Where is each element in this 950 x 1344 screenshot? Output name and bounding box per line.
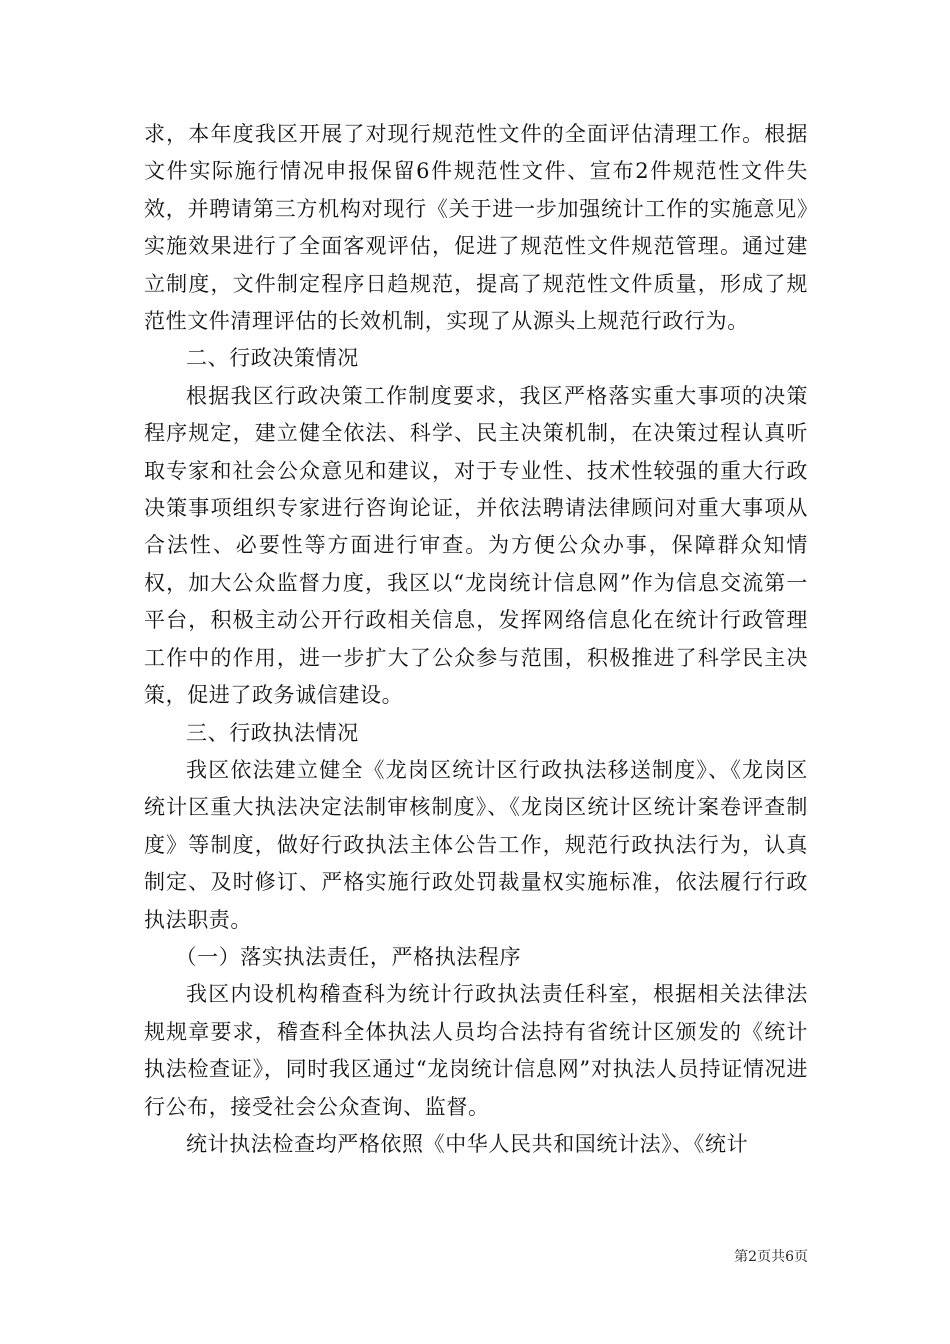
subsection-heading: （一）落实执法责任，严格执法程序 — [175, 944, 522, 969]
body-paragraph: 求，本年度我区开展了对现行规范性文件的全面评估清理工作。根据文件实际施行情况申报保留6件规范性文件、宣布2件规范性文件失效，并聘请第三方机构对现行《关于进一步加强统计工作的实施意见》实施效果进行了全面客观评估，促进了规范性文件规范管理。通过建立制度，文件制定程序日趋规范，提高了规范性文件质量，形成了规范性文件清理评估的长效机制，实现了从源头上规范行政行为。 — [144, 122, 808, 334]
document-body — [144, 116, 808, 1163]
body-paragraph: 我区依法建立健全《龙岗区统计区行政执法移送制度》、《龙岗区统计区重大执法决定法制审核制度》、《龙岗区统计区统计案卷评查制度》等制度，做好行政执法主体公告工作，规范行政执法行为，认真制定、及时修订、严格实施行政处罚裁量权实施标准，依法履行行政执法职责。 — [144, 757, 808, 932]
section-heading: 二、行政决策情况 — [186, 346, 359, 371]
body-paragraph: 统计执法检查均严格依照《中华人民共和国统计法》、《统计 — [186, 1131, 749, 1156]
page-number: 第2页共6页 — [734, 1249, 808, 1265]
section-heading: 三、行政执法情况 — [186, 720, 359, 745]
body-paragraph: 根据我区行政决策工作制度要求，我区严格落实重大事项的决策程序规定，建立健全依法、科学、民主决策机制，在决策过程认真听取专家和社会公众意见和建议，对于专业性、技术性较强的重大行政决策事项组织专家进行咨询论证，并依法聘请法律顾问对重大事项从合法性、必要性等方面进行审查。为方便公众办事，保障群众知情权，加大公众监督力度，我区以“龙岗统计信息网”作为信息交流第一平台，积极主动公开行政相关信息，发挥网络信息化在统计行政管理工作中的作用，进一步扩大了公众参与范围，积极推进了科学民主决策，促进了政务诚信建设。 — [144, 383, 808, 708]
body-paragraph: 我区内设机构稽查科为统计行政执法责任科室，根据相关法律法规规章要求，稽查科全体执法人员均合法持有省统计区颁发的《统计执法检查证》，同时我区通过“龙岗统计信息网”对执法人员持证情况进行公布，接受社会公众查询、监督。 — [144, 982, 808, 1119]
